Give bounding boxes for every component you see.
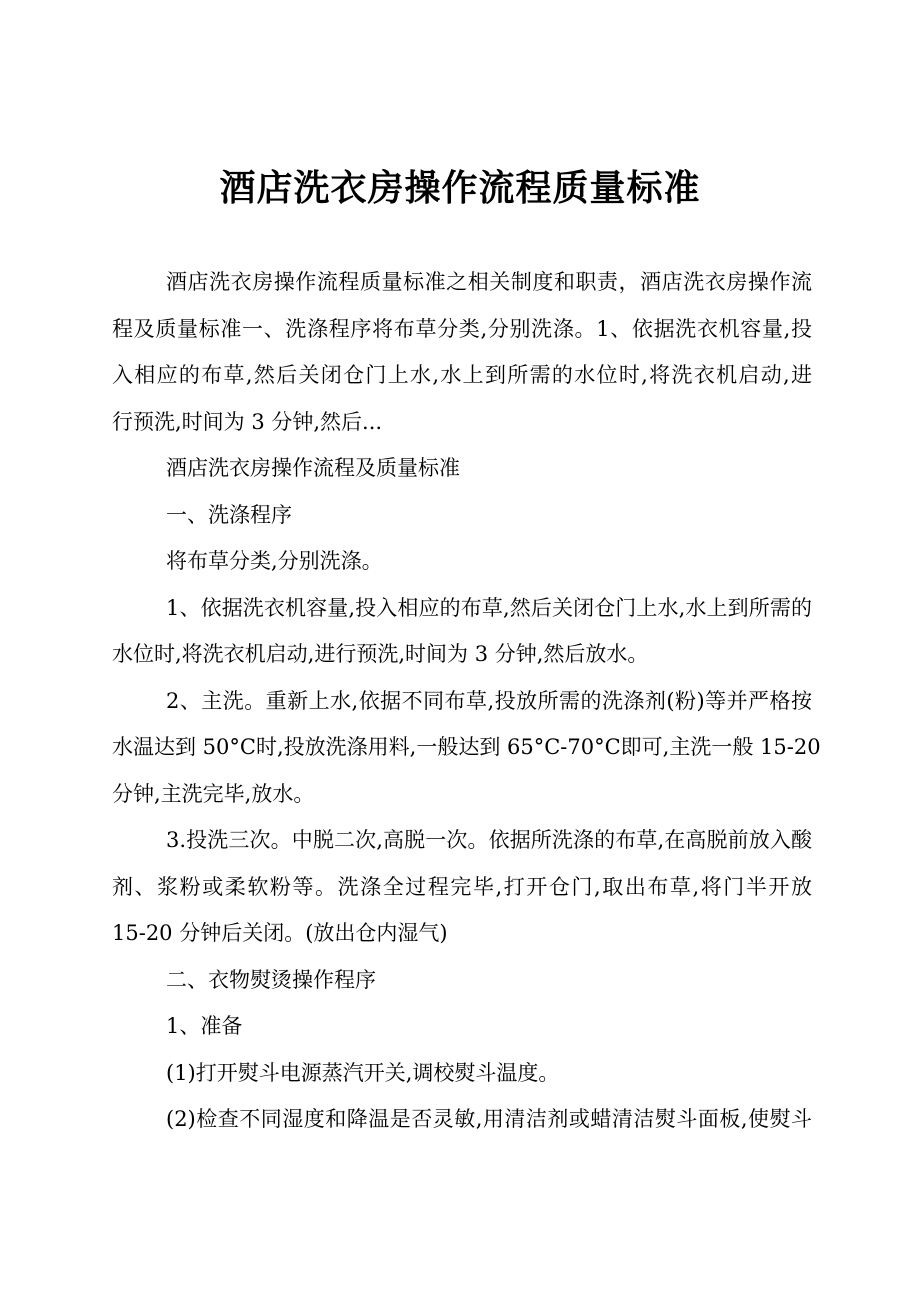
paragraph <box>112 957 812 1004</box>
paragraph-line: 入相应的布草,然后关闭仓门上水,水上到所需的水位时,将洗衣机启动,进 <box>112 363 812 387</box>
paragraph-line: 3.投洗三次。中脱二次,高脱一次。依据所洗涤的布草,在高脱前放入酸 <box>166 828 812 852</box>
paragraph-line: 1、准备 <box>166 1014 243 1038</box>
paragraph-line: 1、依据洗衣机容量,投入相应的布草,然后关闭仓门上水,水上到所需的 <box>166 595 812 620</box>
paragraph <box>112 1050 812 1097</box>
paragraph <box>112 817 812 957</box>
paragraph-line: (1)打开熨斗电源蒸汽开关,调校熨斗温度。 <box>166 1060 560 1085</box>
paragraph <box>112 445 812 492</box>
paragraph-line: 行预洗,时间为 3 分钟,然后... <box>112 409 383 434</box>
paragraph-line: 二、衣物熨烫操作程序 <box>166 967 376 992</box>
paragraph-line: 15-20 分钟后关闭。(放出仓内湿气) <box>112 921 448 945</box>
paragraph <box>112 678 821 818</box>
document-title: 酒店洗衣房操作流程质量标准 <box>219 167 701 209</box>
paragraph <box>112 538 812 585</box>
paragraph-line: 一、洗涤程序 <box>166 502 292 527</box>
paragraph-line: 水位时,将洗衣机启动,进行预洗,时间为 3 分钟,然后放水。 <box>112 642 649 666</box>
paragraph-line: 程及质量标准一、洗涤程序将布草分类,分别洗涤。1、依据洗衣机容量,投 <box>112 316 812 341</box>
paragraph <box>112 585 812 678</box>
paragraph <box>112 1096 812 1143</box>
paragraph-line: 剂、浆粉或柔软粉等。洗涤全过程完毕,打开仓门,取出布草,将门半开放 <box>112 874 812 899</box>
paragraph-line: 2、主洗。重新上水,依据不同布草,投放所需的洗涤剂(粉)等并严格按 <box>166 688 812 713</box>
paragraph-line: 酒店洗衣房操作流程质量标准之相关制度和职责，酒店洗衣房操作流 <box>166 270 812 294</box>
document-body <box>112 259 821 1143</box>
paragraph <box>112 1003 812 1050</box>
paragraph <box>112 492 812 539</box>
paragraph-line: (2)检查不同湿度和降温是否灵敏,用清洁剂或蜡清洁熨斗面板,使熨斗 <box>166 1107 812 1131</box>
paragraph-line: 分钟,主洗完毕,放水。 <box>112 781 315 806</box>
paragraph <box>112 259 812 445</box>
paragraph-line: 将布草分类,分别洗涤。 <box>166 549 383 573</box>
paragraph-line: 水温达到 50°C时,投放洗涤用料,一般达到 65°C-70°C即可,主洗一般 15-20 <box>112 735 821 759</box>
paragraph-line: 酒店洗衣房操作流程及质量标准 <box>166 456 460 480</box>
